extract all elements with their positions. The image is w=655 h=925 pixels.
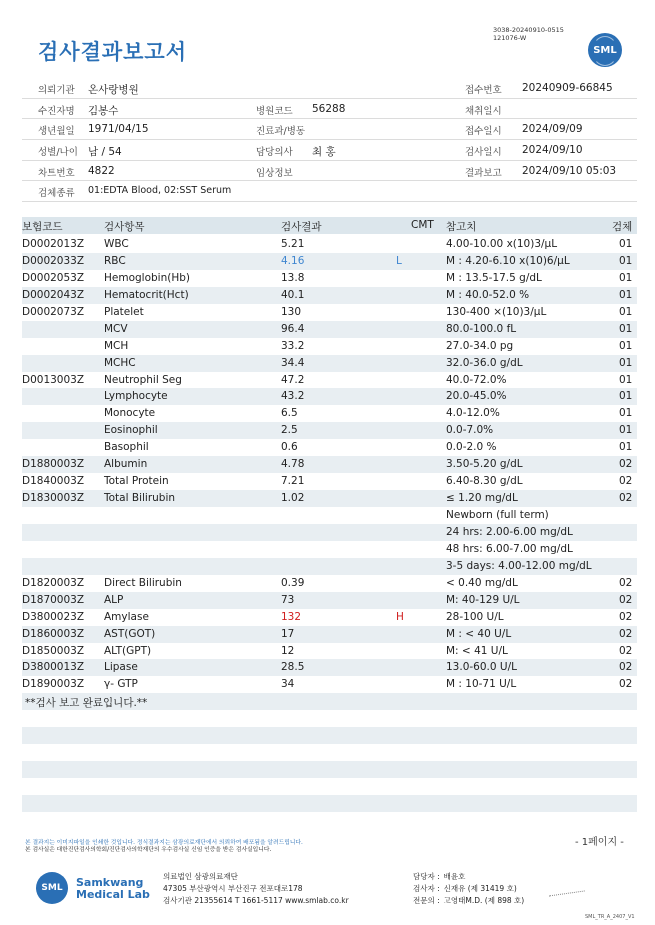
header-name: 검사항목 — [104, 221, 145, 233]
receipt-no-value: 20240909-66845 — [522, 82, 613, 94]
cell-result: 4.16 — [281, 254, 305, 267]
table-row — [22, 592, 637, 609]
cell-name: Neutrophil Seg — [104, 373, 182, 386]
cell-reference: 80.0-100.0 fL — [446, 322, 517, 335]
cell-code: D0002053Z — [22, 271, 85, 284]
table-row — [22, 558, 637, 575]
cell-reference: M: < 41 U/L — [446, 644, 508, 657]
footer-brand: Samkwang Medical Lab — [76, 876, 150, 901]
cell-result: 0.6 — [281, 441, 298, 454]
cell-specimen: 02 — [619, 627, 633, 640]
table-row — [22, 626, 637, 643]
table-row — [22, 253, 637, 270]
cell-reference: 0.0-7.0% — [446, 424, 494, 437]
cell-result: 34.4 — [281, 356, 305, 369]
cell-result: 12 — [281, 644, 295, 657]
cell-specimen: 01 — [619, 339, 633, 352]
cell-flag: L — [396, 254, 402, 267]
results-table-header — [22, 217, 637, 234]
cell-specimen: 02 — [619, 610, 633, 623]
sml-footer-logo: SML — [36, 872, 68, 904]
footer-address: 의료법인 삼광의료재단 47305 부산광역시 부산진구 전포대로178 검사기관 21355614 T 1661-5117 www.smlab.co.kr — [163, 872, 349, 905]
cell-result: 4.78 — [281, 458, 305, 471]
cell-specimen: 01 — [619, 424, 633, 437]
cell-name: Albumin — [104, 458, 148, 471]
form-version: SML_TR_A_2407_V1 — [585, 914, 635, 920]
cell-code: D3800013Z — [22, 661, 85, 674]
cell-reference: 32.0-36.0 g/dL — [446, 356, 523, 369]
cell-result: 13.8 — [281, 271, 305, 284]
cell-specimen: 01 — [619, 390, 633, 403]
page-number: - 1페이지 - — [575, 837, 624, 848]
cell-specimen: 01 — [619, 305, 633, 318]
cell-name: Eosinophil — [104, 424, 158, 437]
cell-name: Direct Bilirubin — [104, 576, 182, 589]
results-table-body — [22, 236, 637, 812]
specimen-type-value: 01:EDTA Blood, 02:SST Serum — [88, 185, 232, 197]
table-row — [22, 456, 637, 473]
document-code: 3038-20240910-0515 121076-W — [493, 26, 564, 42]
cell-flag: H — [396, 610, 404, 623]
table-row — [22, 439, 637, 456]
cell-specimen: 01 — [619, 238, 633, 250]
cell-reference: M: 40-129 U/L — [446, 593, 520, 606]
header-cmt: CMT — [411, 219, 434, 231]
cell-reference: M : 40.0-52.0 % — [446, 288, 530, 301]
cell-code: D1850003Z — [22, 644, 85, 657]
birth-date-value: 1971/04/15 — [88, 123, 149, 136]
table-row — [22, 473, 637, 490]
info-row: 수진자명 김봉수 병원코드 56288 채취일시 — [22, 99, 637, 120]
cell-name: ALT(GPT) — [104, 644, 152, 657]
cell-code: D1870003Z — [22, 593, 85, 606]
table-row — [22, 236, 637, 253]
cell-name: Total Bilirubin — [104, 492, 176, 505]
header-specimen: 검체 — [612, 221, 633, 233]
cell-specimen: 02 — [619, 593, 633, 606]
cell-result: 43.2 — [281, 390, 305, 403]
footer-notice: 본 결과지는 이미지파일을 인쇄한 것입니다. 정식결과지는 삼광의료재단에서 의뢰하여 배포됨을 알려드립니다. 본 검사실은 대한진단검사의학회/진단검사의학재단의 우수검사실 신임 인증을 받은 검사실입니다. — [25, 840, 303, 853]
cell-result: 130 — [281, 305, 302, 318]
table-row — [22, 287, 637, 304]
cell-specimen: 01 — [619, 407, 633, 420]
cell-specimen: 01 — [619, 271, 633, 284]
cell-specimen: 01 — [619, 356, 633, 369]
table-row — [22, 270, 637, 287]
patient-name-value: 김봉수 — [88, 104, 119, 117]
cell-specimen: 02 — [619, 458, 633, 471]
cell-name: ALP — [104, 593, 124, 606]
cell-name: WBC — [104, 238, 129, 250]
cell-specimen: 01 — [619, 254, 633, 267]
cell-name: Hematocrit(Hct) — [104, 288, 189, 301]
cell-name: Total Protein — [104, 475, 169, 488]
cell-result: 7.21 — [281, 475, 305, 488]
cell-specimen: 02 — [619, 661, 633, 674]
info-row: 의뢰기관 온사랑병원 접수번호 20240909-66845 — [22, 78, 637, 99]
cell-name: γ- GTP — [104, 678, 138, 691]
cell-code: D1820003Z — [22, 576, 85, 589]
cell-specimen: 01 — [619, 373, 633, 386]
cell-name: MCH — [104, 339, 129, 352]
hospital-code-value: 56288 — [312, 102, 346, 115]
receipt-date-value: 2024/09/09 — [522, 123, 583, 136]
table-row — [22, 304, 637, 321]
chart-no-value: 4822 — [88, 164, 115, 177]
cell-reference: 0.0-2.0 % — [446, 441, 497, 454]
footer-staff: 담당자 : 배윤호 검사자 : 신재유 (제 31419 호) 전문의 : 고영태M.D. (제 898 호) — [413, 872, 525, 905]
cell-result: 73 — [281, 593, 295, 606]
table-row — [22, 422, 637, 439]
table-row — [22, 744, 637, 761]
test-date-value: 2024/09/10 — [522, 144, 583, 157]
cell-code: D1830003Z — [22, 492, 85, 505]
header-code: 보험코드 — [22, 221, 63, 233]
cell-code: D0002043Z — [22, 288, 85, 301]
sml-logo: SML — [588, 33, 622, 67]
cell-name: RBC — [104, 254, 126, 267]
cell-specimen: 01 — [619, 441, 633, 454]
cell-result: 40.1 — [281, 288, 305, 301]
cell-result: 132 — [281, 610, 302, 623]
table-row — [22, 761, 637, 778]
report-date-value: 2024/09/10 05:03 — [522, 164, 617, 177]
cell-name: Amylase — [104, 610, 149, 623]
cell-reference: Newborn (full term) — [446, 509, 549, 521]
table-row — [22, 609, 637, 626]
cell-code: D0002073Z — [22, 305, 85, 318]
table-row — [22, 338, 637, 355]
cell-reference: 27.0-34.0 pg — [446, 339, 514, 352]
cell-reference: ≤ 1.20 mg/dL — [446, 492, 518, 505]
table-row — [22, 372, 637, 389]
table-row — [22, 405, 637, 422]
cell-result: 6.5 — [281, 407, 298, 420]
cell-code: D3800023Z — [22, 610, 85, 623]
cell-name: MCV — [104, 322, 128, 335]
table-row — [22, 321, 637, 338]
cell-code: D1880003Z — [22, 458, 85, 471]
cell-name: AST(GOT) — [104, 627, 156, 640]
table-row — [22, 643, 637, 660]
cell-name: Hemoglobin(Hb) — [104, 271, 191, 284]
cell-reference: M : 4.20-6.10 x(10)6/μL — [446, 254, 570, 267]
cell-reference: 24 hrs: 2.00-6.00 mg/dL — [446, 525, 573, 538]
cell-name: Lymphocyte — [104, 390, 168, 403]
table-row — [22, 355, 637, 372]
cell-name: Lipase — [104, 661, 138, 674]
info-row: 차트번호 4822 임상정보 결과보고 2024/09/10 05:03 — [22, 161, 637, 182]
cell-name: Platelet — [104, 305, 144, 318]
cell-specimen: 02 — [619, 678, 633, 691]
table-row — [22, 727, 637, 744]
info-row: 생년월일 1971/04/15 진료과/병동 접수일시 2024/09/09 — [22, 119, 637, 140]
table-row — [22, 795, 637, 812]
cell-specimen: 02 — [619, 492, 633, 505]
table-row — [22, 659, 637, 676]
cell-code: D0002013Z — [22, 238, 85, 250]
cell-reference: 6.40-8.30 g/dL — [446, 475, 523, 488]
cell-specimen: 02 — [619, 576, 633, 589]
cell-reference: 28-100 U/L — [446, 610, 504, 623]
cell-reference: 3.50-5.20 g/dL — [446, 458, 523, 471]
table-row — [22, 524, 637, 541]
cell-reference: 48 hrs: 6.00-7.00 mg/dL — [446, 542, 573, 555]
cell-code: D0002033Z — [22, 254, 85, 267]
cell-specimen: 02 — [619, 475, 633, 488]
header-result: 검사결과 — [281, 221, 322, 233]
cell-reference: M : < 40 U/L — [446, 627, 512, 640]
table-row — [22, 710, 637, 727]
cell-name: MCHC — [104, 356, 136, 369]
cell-reference: 40.0-72.0% — [446, 373, 507, 386]
cell-code: D1890003Z — [22, 678, 85, 691]
info-row: 검체종류 01:EDTA Blood, 02:SST Serum — [22, 181, 637, 202]
cell-specimen: 01 — [619, 322, 633, 335]
table-row — [22, 575, 637, 592]
sex-age-value: 남 / 54 — [88, 146, 122, 159]
table-row — [22, 778, 637, 795]
cell-name: Monocyte — [104, 407, 156, 420]
cell-result: 34 — [281, 678, 295, 691]
table-row — [22, 693, 637, 710]
cell-result: 2.5 — [281, 424, 298, 437]
table-row — [22, 676, 637, 693]
cell-code: D0013003Z — [22, 373, 85, 386]
table-row — [22, 490, 637, 507]
cell-reference: M : 13.5-17.5 g/dL — [446, 271, 542, 284]
table-row — [22, 388, 637, 405]
patient-info — [22, 78, 637, 202]
cell-result: 17 — [281, 627, 295, 640]
report-title: 검사결과보고서 — [38, 40, 188, 64]
cell-reference: M : 10-71 U/L — [446, 678, 517, 691]
cell-result: 5.21 — [281, 238, 305, 250]
cell-result: 33.2 — [281, 339, 305, 352]
cell-reference: 13.0-60.0 U/L — [446, 661, 517, 674]
table-row — [22, 541, 637, 558]
cell-reference: 4.00-10.00 x(10)3/μL — [446, 238, 558, 250]
cell-result: 1.02 — [281, 492, 305, 505]
info-row: 성별/나이 남 / 54 담당의사 최 홍 검사일시 2024/09/10 — [22, 140, 637, 161]
cell-result: 0.39 — [281, 576, 305, 589]
table-row — [22, 507, 637, 524]
cell-reference: 3-5 days: 4.00-12.00 mg/dL — [446, 559, 592, 572]
cell-result: 96.4 — [281, 322, 305, 335]
cell-name: Basophil — [104, 441, 149, 454]
signature-mark — [547, 878, 585, 897]
cell-result: 47.2 — [281, 373, 305, 386]
cell-reference: 20.0-45.0% — [446, 390, 507, 403]
cell-code: D1860003Z — [22, 627, 85, 640]
institution-value: 온사랑병원 — [88, 84, 139, 96]
cell-reference: 130-400 ×(10)3/μL — [446, 305, 547, 318]
doctor-value: 최 홍 — [312, 146, 336, 159]
cell-result: 28.5 — [281, 661, 305, 674]
cell-reference: < 0.40 mg/dL — [446, 576, 518, 589]
header-reference: 참고치 — [446, 221, 477, 233]
cell-reference: 4.0-12.0% — [446, 407, 500, 420]
cell-specimen: 02 — [619, 644, 633, 657]
cell-specimen: 01 — [619, 288, 633, 301]
cell-code: D1840003Z — [22, 475, 85, 488]
cell-code: **검사 보고 완료입니다.** — [25, 697, 148, 710]
